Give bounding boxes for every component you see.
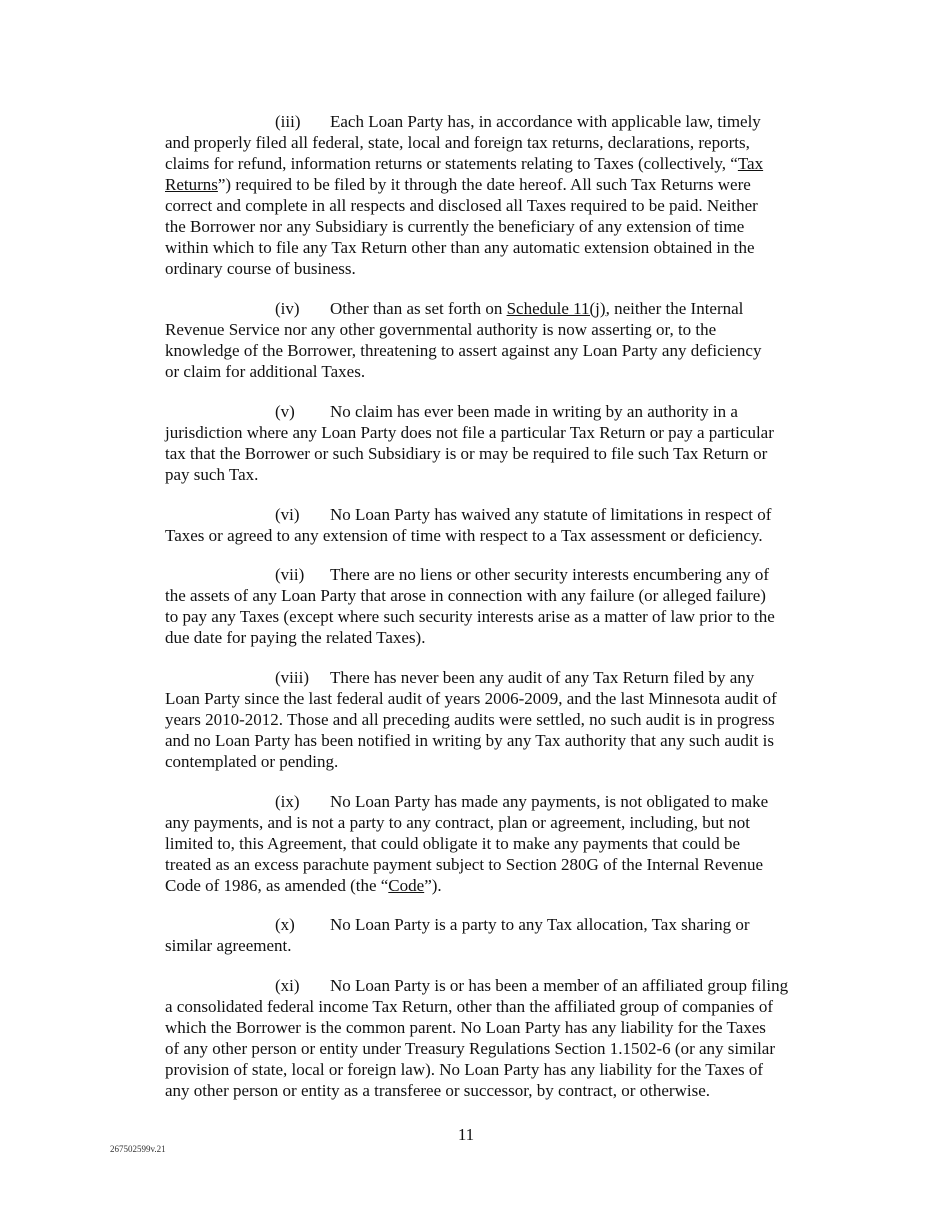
paragraph-number: (v) bbox=[275, 402, 295, 421]
paragraph-v bbox=[165, 401, 830, 485]
paragraph-line: to pay any Taxes (except where such security interests arise as a matter of law prior to the bbox=[165, 607, 775, 626]
paragraph-number: (iii) bbox=[275, 112, 301, 131]
paragraph-line: or claim for additional Taxes. bbox=[165, 362, 366, 381]
defined-term: Code bbox=[388, 876, 425, 895]
paragraph-number: (iv) bbox=[275, 299, 300, 318]
paragraph-number: (x) bbox=[275, 915, 295, 934]
paragraph-text: There are no liens or other security interests encumbering any of bbox=[330, 565, 770, 584]
paragraph-line: tax that the Borrower or such Subsidiary is or may be required to file such Tax Return or bbox=[165, 444, 768, 463]
paragraph-line: ordinary course of business. bbox=[165, 259, 356, 278]
paragraph-line: similar agreement. bbox=[165, 936, 292, 955]
paragraph-line bbox=[165, 504, 830, 525]
paragraph-text: No Loan Party has waived any statute of limitations in respect of bbox=[330, 505, 772, 524]
paragraph-line: Taxes or agreed to any extension of time with respect to a Tax assessment or deficiency. bbox=[165, 526, 763, 545]
paragraph-number: (vi) bbox=[275, 505, 300, 524]
defined-term: Tax bbox=[737, 154, 764, 173]
paragraph-line: pay such Tax. bbox=[165, 465, 259, 484]
paragraph-line bbox=[165, 401, 830, 422]
paragraph-line bbox=[165, 564, 830, 585]
paragraph-line: Revenue Service nor any other governmental authority is now asserting or, to the bbox=[165, 320, 717, 339]
paragraph-line bbox=[165, 875, 830, 896]
paragraph-text: No Loan Party is a party to any Tax allocation, Tax sharing or bbox=[330, 915, 750, 934]
paragraph-iii bbox=[165, 111, 830, 279]
paragraph-line: and no Loan Party has been notified in writing by any Tax authority that any such audit is bbox=[165, 731, 774, 750]
document-id: 267502599v.21 bbox=[110, 1144, 166, 1154]
paragraph-line: within which to file any Tax Return other than any automatic extension obtained in the bbox=[165, 238, 755, 257]
paragraph-line: which the Borrower is the common parent. No Loan Party has any liability for the Taxes bbox=[165, 1018, 766, 1037]
paragraph-text: Other than as set forth on bbox=[330, 299, 507, 318]
schedule-reference: Schedule 11(j) bbox=[506, 299, 606, 318]
paragraph-ix bbox=[165, 791, 830, 896]
paragraph-vi bbox=[165, 504, 830, 546]
paragraph-line bbox=[165, 914, 830, 935]
paragraph-line: limited to, this Agreement, that could obligate it to make any payments that could be bbox=[165, 834, 741, 853]
paragraph-text: Each Loan Party has, in accordance with applicable law, timely bbox=[330, 112, 761, 131]
paragraph-iv bbox=[165, 298, 830, 382]
paragraph-text: No Loan Party is or has been a member of an affiliated group filing bbox=[330, 976, 789, 995]
paragraph-text: No claim has ever been made in writing by an authority in a bbox=[330, 402, 738, 421]
paragraph-number: (vii) bbox=[275, 565, 305, 584]
paragraph-line: treated as an excess parachute payment subject to Section 280G of the Internal Revenue bbox=[165, 855, 764, 874]
paragraph-line bbox=[165, 174, 830, 195]
paragraph-line bbox=[165, 667, 830, 688]
paragraph-line bbox=[165, 975, 830, 996]
paragraph-line: and properly filed all federal, state, local and foreign tax returns, declarations, reports, bbox=[165, 133, 750, 152]
paragraph-line bbox=[165, 791, 830, 812]
paragraph-line: the assets of any Loan Party that arose in connection with any failure (or alleged failure) bbox=[165, 586, 766, 605]
paragraph-line: any payments, and is not a party to any contract, plan or agreement, including, but not bbox=[165, 813, 750, 832]
paragraph-line: correct and complete in all respects and disclosed all Taxes required to be paid. Neither bbox=[165, 196, 758, 215]
paragraph-number: (ix) bbox=[275, 792, 300, 811]
paragraph-text: , neither the Internal bbox=[605, 299, 744, 318]
paragraph-number: (viii) bbox=[275, 668, 309, 687]
page-number: 11 bbox=[457, 1125, 475, 1144]
paragraph-line: of any other person or entity under Treasury Regulations Section 1.1502-6 (or any similar bbox=[165, 1039, 775, 1058]
paragraph-xi bbox=[165, 975, 830, 1101]
paragraph-text: There has never been any audit of any Tax Return filed by any bbox=[330, 668, 755, 687]
paragraph-text: No Loan Party has made any payments, is not obligated to make bbox=[330, 792, 769, 811]
paragraph-line: the Borrower nor any Subsidiary is currently the beneficiary of any extension of time bbox=[165, 217, 745, 236]
paragraph-vii bbox=[165, 564, 830, 648]
paragraph-line: contemplated or pending. bbox=[165, 752, 339, 771]
paragraph-line: due date for paying the related Taxes). bbox=[165, 628, 426, 647]
paragraph-line bbox=[165, 153, 830, 174]
paragraph-line: Loan Party since the last federal audit of years 2006-2009, and the last Minnesota audit of bbox=[165, 689, 777, 708]
paragraph-line bbox=[165, 111, 830, 132]
paragraph-text: ”) required to be filed by it through the date hereof. All such Tax Returns were bbox=[217, 175, 751, 194]
paragraph-line bbox=[165, 298, 830, 319]
paragraph-number: (xi) bbox=[275, 976, 300, 995]
paragraph-line: years 2010-2012. Those and all preceding audits were settled, no such audit is in progress bbox=[165, 710, 775, 729]
paragraph-line: jurisdiction where any Loan Party does not file a particular Tax Return or pay a particular bbox=[165, 423, 774, 442]
paragraph-line: a consolidated federal income Tax Return, other than the affiliated group of companies of bbox=[165, 997, 774, 1016]
paragraph-text: ”). bbox=[424, 876, 442, 895]
paragraph-viii bbox=[165, 667, 830, 772]
paragraph-line: knowledge of the Borrower, threatening to assert against any Loan Party any deficiency bbox=[165, 341, 762, 360]
paragraph-x bbox=[165, 914, 830, 956]
paragraph-text: claims for refund, information returns or statements relating to Taxes (collectively, “ bbox=[165, 154, 738, 173]
paragraph-line: any other person or entity as a transferee or successor, by contract, or otherwise. bbox=[165, 1081, 711, 1100]
paragraph-text: Code of 1986, as amended (the “ bbox=[165, 876, 389, 895]
defined-term: Returns bbox=[165, 175, 218, 194]
paragraph-line: provision of state, local or foreign law). No Loan Party has any liability for the Taxes of bbox=[165, 1060, 764, 1079]
